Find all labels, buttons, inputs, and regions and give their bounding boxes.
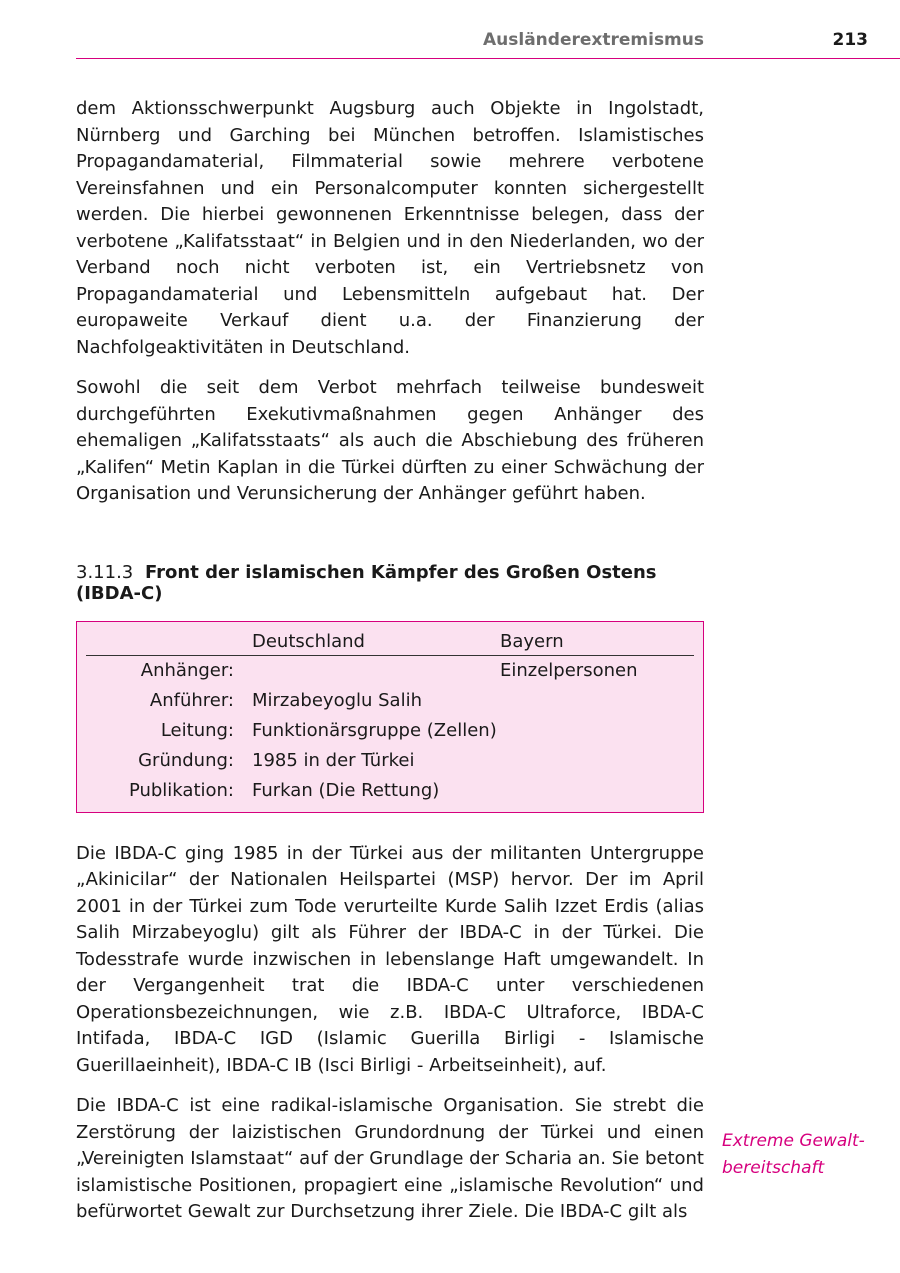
marginal-note xyxy=(722,1128,865,1181)
infobox-value-germany: Funktionärsgruppe (Zellen) xyxy=(252,720,497,741)
infobox-row xyxy=(86,716,694,746)
section-title: Front der islamischen Kämpfer des Großen Ostens (IBDA-C) xyxy=(76,561,657,604)
infobox-label: Anführer: xyxy=(149,690,234,711)
header-section-title: Ausländerextremismus xyxy=(483,30,704,50)
infobox-value-bavaria xyxy=(500,716,694,746)
infobox-value-germany: Mirzabeyoglu Salih xyxy=(252,690,422,711)
infobox-value-bavaria xyxy=(500,686,694,716)
infobox-label: Gründung: xyxy=(138,750,234,771)
infobox-row xyxy=(86,776,694,806)
infobox-header-bavaria: Bayern xyxy=(500,630,694,656)
page-body xyxy=(76,96,704,1240)
running-header xyxy=(76,28,900,59)
infobox-table xyxy=(86,630,694,806)
paragraph-top-1: dem Aktionsschwerpunkt Augsburg auch Objekte in Ingolstadt, Nürnberg und Garching bei München betroffen. Islamistisches Propagandamaterial, Filmmaterial sowie mehrere verbotene Vereinsfahnen und ein Personalcomputer konnten sichergestellt werden. Die hierbei gewonnenen Erkenntnisse belegen, dass der verbotene „Kalifatsstaat“ in Belgien und in den Niederlanden, wo der Verband noch nicht verboten ist, ein Vertriebsnetz von Propagandamaterial und Lebensmitteln aufgebaut hat. Der europaweite Verkauf dient u.a. der Finanzierung der Nachfolgeaktivitäten in Deutschland. xyxy=(76,98,704,358)
paragraph-bottom-1: Die IBDA-C ging 1985 in der Türkei aus der militanten Untergruppe „Akinicilar“ der Nationalen Heilspartei (MSP) hervor. Der im April 2001 in der Türkei zum Tode verurteilte Kurde Salih Izzet Erdis (alias Salih Mirzabeyoglu) gilt als Führer der IBDA-C in der Türkei. Die Todesstrafe wurde inzwischen in lebenslange Haft umgewandelt. In der Vergangenheit trat die IBDA-C unter verschiedenen Operationsbezeichnungen, wie z.B. IBDA-C Ultraforce, IBDA-C Intifada, IBDA-C IGD (Islamic Guerilla Birligi - Islamische Guerillaeinheit), IBDA-C IB (Isci Birligi - Arbeitseinheit), auf. xyxy=(76,842,704,1076)
infobox-row xyxy=(86,655,694,686)
infobox-label: Publikation: xyxy=(128,780,234,801)
infobox-value-germany: Furkan (Die Rettung) xyxy=(252,780,440,801)
paragraph-bottom-2: Die IBDA-C ist eine radikal-islamische Organisation. Sie strebt die Zerstörung der laizistischen Grundordnung der Türkei und einen „Vereinigten Islamstaat“ auf der Grundlage der Scharia an. Sie betont islamistische Positionen, propagiert eine „islamische Revolution“ und befürwortet Gewalt zur Durchsetzung ihrer Ziele. Die IBDA-C gilt als xyxy=(76,1095,704,1222)
organization-infobox xyxy=(76,621,704,813)
infobox-value-germany xyxy=(252,655,500,686)
infobox-value-bavaria xyxy=(500,746,694,776)
section-number: 3.11.3 xyxy=(76,561,134,583)
marginal-note-line-1: Extreme Gewalt- xyxy=(722,1131,865,1151)
infobox-value-germany: 1985 in der Türkei xyxy=(252,750,415,771)
marginal-note-line-2: bereitschaft xyxy=(722,1157,825,1178)
infobox-header-germany: Deutschland xyxy=(252,630,500,656)
page-number: 213 xyxy=(832,30,868,50)
infobox-row xyxy=(86,686,694,716)
infobox-row xyxy=(86,746,694,776)
infobox-header-empty xyxy=(86,630,252,656)
infobox-label: Anhänger: xyxy=(140,660,234,681)
section-heading xyxy=(76,562,704,604)
infobox-label: Leitung: xyxy=(160,720,234,741)
paragraph-top-2: Sowohl die seit dem Verbot mehrfach teilweise bundesweit durchgeführten Exekutivmaßnahmen gegen Anhänger des ehemaligen „Kalifatsstaats“ als auch die Abschiebung des früheren „Kalifen“ Metin Kaplan in die Türkei dürften zu einer Schwächung der Organisation und Verunsicherung der Anhänger geführt haben. xyxy=(76,377,704,504)
infobox-header-row xyxy=(86,630,694,656)
infobox-value-bavaria: Einzelpersonen xyxy=(500,660,638,681)
infobox-value-bavaria xyxy=(500,776,694,806)
